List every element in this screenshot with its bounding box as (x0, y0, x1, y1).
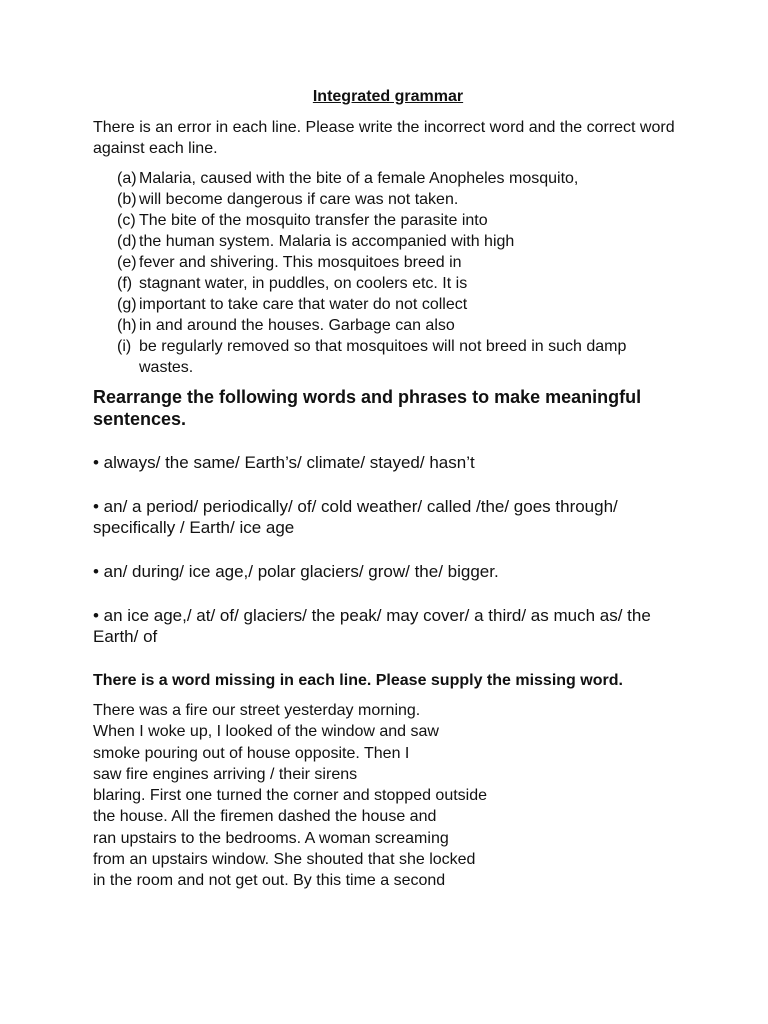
item-marker: (d) (117, 233, 137, 250)
rearrange-item: • an/ during/ ice age,/ polar glaciers/ grow/ the/ bigger. (93, 562, 499, 581)
passage-line: smoke pouring out of house opposite. Then I (93, 744, 410, 762)
list-item (117, 168, 683, 189)
passage-line: from an upstairs window. She shouted that she locked (93, 851, 476, 869)
passage-line: blaring. First one turned the corner and stopped outside (93, 787, 488, 805)
item-text: the human system. Malaria is accompanied with high (139, 233, 515, 250)
item-text: be regularly removed so that mosquitoes will not breed in such damp wastes. (139, 338, 627, 376)
item-text: important to take care that water do not collect (139, 296, 468, 313)
rearrange-item: • an ice age,/ at/ of/ glaciers/ the peak/ may cover/ a third/ as much as/ the Earth/ of (93, 606, 651, 646)
item-marker: (c) (117, 212, 136, 229)
item-marker: (e) (117, 254, 137, 271)
rearrange-item: • always/ the same/ Earth’s/ climate/ stayed/ hasn’t (93, 453, 475, 472)
passage-line: When I woke up, I looked of the window and saw (93, 723, 439, 741)
item-text: will become dangerous if care was not taken. (139, 191, 459, 208)
passage-line: ran upstairs to the bedrooms. A woman screaming (93, 829, 449, 847)
list-item (117, 210, 683, 231)
item-text: fever and shivering. This mosquitoes breed in (139, 254, 462, 271)
passage-line: in the room and not get out. By this time a second (93, 872, 446, 890)
list-item (117, 294, 683, 315)
item-text: stagnant water, in puddles, on coolers etc. It is (139, 275, 468, 292)
missing-word-instruction: There is a word missing in each line. Please supply the missing word. (93, 672, 623, 689)
item-text: Malaria, caused with the bite of a female Anopheles mosquito, (139, 170, 579, 187)
item-marker: (h) (117, 317, 137, 334)
item-marker: (a) (117, 170, 137, 187)
list-item (117, 252, 683, 273)
error-instruction: There is an error in each line. Please write the incorrect word and the correct word against each line. (93, 119, 675, 157)
item-marker: (f) (117, 275, 133, 292)
document-page (93, 87, 683, 892)
passage-line: There was a fire our street yesterday morning. (93, 702, 421, 719)
list-item (117, 273, 683, 294)
list-item (117, 231, 683, 252)
item-marker: (b) (117, 191, 137, 208)
passage-line: saw fire engines arriving / their sirens (93, 765, 358, 783)
list-item (117, 315, 683, 336)
item-text: The bite of the mosquito transfer the parasite into (139, 212, 488, 229)
error-list (93, 168, 683, 378)
page-title: Integrated grammar (312, 88, 464, 105)
rearrange-heading: Rearrange the following words and phrases to make meaningful sentences. (93, 387, 642, 429)
item-marker: (i) (117, 338, 132, 355)
list-item (117, 336, 683, 378)
passage-line: the house. All the firemen dashed the house and (93, 808, 437, 826)
item-text: in and around the houses. Garbage can also (139, 317, 455, 334)
rearrange-item: • an/ a period/ periodically/ of/ cold weather/ called /the/ goes through/ specifically / Earth/ ice age (93, 497, 618, 537)
missing-word-passage (93, 700, 683, 892)
list-item (117, 189, 683, 210)
item-marker: (g) (117, 296, 137, 313)
